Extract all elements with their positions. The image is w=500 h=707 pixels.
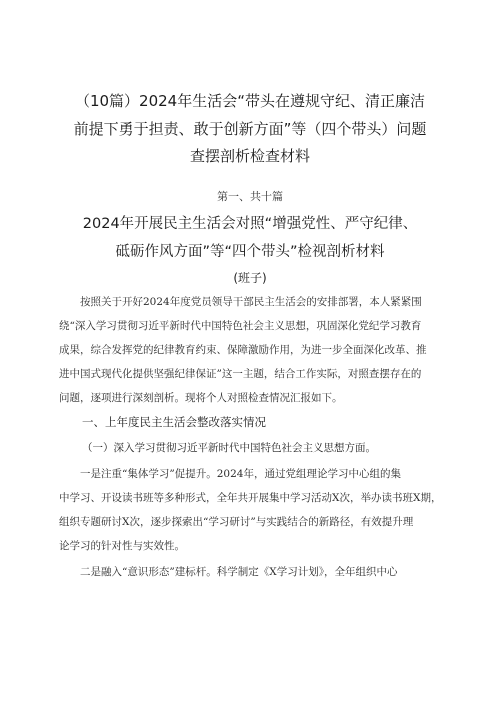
part-heading: 第一、共十篇	[217, 190, 283, 203]
article-title-line-1: 2024年开展民主生活会对照“增强党性、严守纪律、	[82, 216, 418, 232]
subsection-one-heading: （一）深入学习贯彻习近平新时代中国特色社会主义思想方面。	[82, 442, 376, 454]
article-title-line-2: 砥砺作风方面”等“四个带头”检视剖析材料	[115, 244, 385, 260]
main-title-line-2: 前提下勇于担责、敢于创新方面”等（四个带头）问题	[73, 120, 427, 138]
intro-line-5: 问题，逐项进行深刻剖析。现将个人对照检查情况汇报如下。	[59, 392, 343, 404]
intro-line-2: 绕“深入学习贯彻习近平新时代中国特色社会主义思想，巩固深化党纪学习教育	[59, 320, 422, 332]
point-one-line-4: 论学习的针对性与实效性。	[59, 540, 185, 552]
main-title-line-3: 查摆剖析检查材料	[189, 147, 310, 165]
intro-line-1: 按照关于开好2024年度党员领导干部民主生活会的安排部署，本人紧紧围	[80, 296, 422, 308]
point-one-line-3: 组织专题研讨X次，逐步探索出“学习研讨”与实践结合的新路径，有效提升理	[59, 516, 414, 528]
point-two-line-1: 二是融入“意识形态”建标杆。科学制定《X学习计划》，全年组织中心	[80, 566, 398, 578]
intro-line-3: 成果，综合发挥党的纪律教育约束、保障激励作用，为进一步全面深化改革、推	[59, 344, 427, 356]
article-role: (班子)	[233, 271, 267, 285]
intro-line-4: 进中国式现代化提供坚强纪律保证”这一主题，结合工作实际，对照查摆存在的	[59, 368, 422, 380]
point-one-line-2: 中学习、开设读书班等多种形式，全年共开展集中学习活动X次，举办读书班X期，	[59, 492, 442, 504]
main-title-line-1: （10篇）2024年生活会“带头在遵规守纪、清正廉洁	[74, 92, 426, 110]
section-one-heading: 一、上年度民主生活会整改落实情况	[82, 415, 266, 429]
point-one-line-1: 一是注重“集体学习”促提升。2024年，通过党组理论学习中心组的集	[80, 468, 401, 480]
